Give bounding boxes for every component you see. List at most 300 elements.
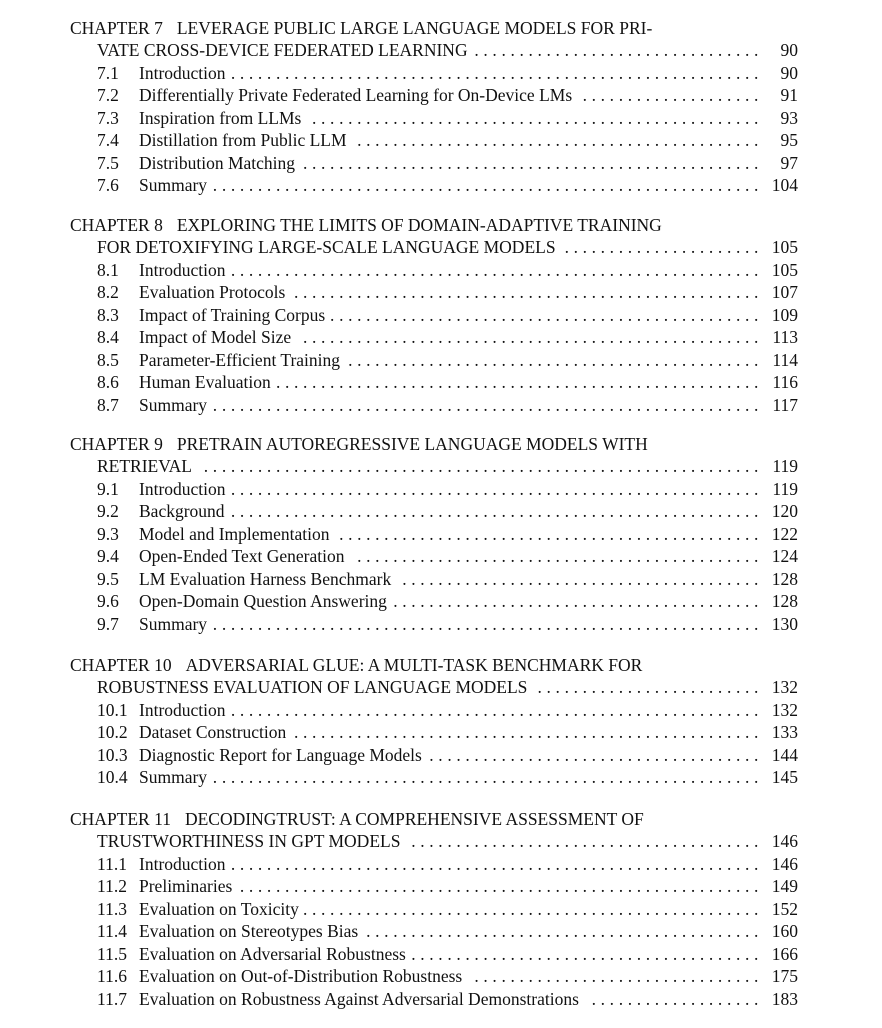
leader-dot: .	[609, 943, 615, 964]
leader-dot: .	[555, 613, 560, 634]
leader-dot: .	[744, 282, 750, 303]
section-number: 9.2	[97, 501, 119, 522]
leader-dot: .	[456, 744, 461, 765]
leader-dot: .	[230, 259, 236, 280]
leader-dot: .	[690, 85, 696, 106]
leader-dot: .	[564, 568, 569, 589]
leader-dot: .	[402, 921, 407, 942]
leader-dot: .	[699, 349, 705, 370]
leader-dot: .	[501, 898, 506, 919]
leader-dot: .	[447, 722, 452, 743]
leader-dot: .	[230, 175, 236, 196]
leader-dot: .	[600, 62, 606, 83]
leader-dot: .	[330, 898, 335, 919]
leader-dot: .	[699, 921, 705, 942]
leader-dot: .	[546, 456, 551, 477]
leader-dot: .	[312, 175, 317, 196]
section-title: Impact of Training Corpus	[139, 304, 326, 325]
leader-dot: .	[447, 744, 452, 765]
leader-dot: .	[600, 988, 606, 1009]
leader-dot: .	[384, 327, 389, 348]
leader-dot: .	[438, 722, 443, 743]
leader-dot: .	[456, 304, 461, 325]
section-title: Diagnostic Report for Language Models	[139, 744, 422, 765]
leader-dot: .	[402, 62, 407, 83]
leader-dot: .	[744, 876, 750, 897]
leader-dot: .	[275, 501, 281, 522]
leader-dot: .	[402, 130, 407, 151]
leader-dot: .	[754, 152, 759, 173]
leader-dot: .	[645, 152, 651, 173]
leader-dot: .	[717, 40, 723, 61]
leader-dot: .	[537, 767, 542, 788]
leader-dot: .	[717, 988, 723, 1009]
leader-dot: .	[537, 327, 542, 348]
leader-dot: .	[645, 349, 651, 370]
leader-dot: .	[744, 478, 750, 499]
leader-dot: .	[735, 327, 741, 348]
leader-dot: .	[573, 372, 578, 393]
leader-dot: .	[483, 62, 488, 83]
leader-dot: .	[312, 456, 317, 477]
chapter-title-line2: RETRIEVAL	[97, 456, 192, 477]
leader-dot: .	[528, 943, 533, 964]
leader-dot: .	[618, 523, 624, 544]
leader-dot: .	[483, 478, 488, 499]
leader-dot: .	[330, 699, 335, 720]
leader-dot: .	[627, 130, 633, 151]
leader-dot: .	[618, 237, 624, 258]
leader-dot: .	[699, 568, 705, 589]
leader-dot: .	[492, 546, 497, 567]
leader-dot: .	[366, 304, 371, 325]
leader-dot: .	[366, 898, 371, 919]
leader-dot: .	[564, 744, 569, 765]
leader-dot: .	[564, 831, 569, 852]
leader-dot: .	[600, 501, 606, 522]
leader-dot: .	[483, 175, 488, 196]
leader-dot: .	[582, 699, 587, 720]
section-title: Distillation from Public LLM	[139, 130, 347, 151]
leader-dot: .	[564, 966, 569, 987]
leader-dot: .	[699, 152, 705, 173]
leader-dot: .	[609, 876, 615, 897]
toc-section-entry	[0, 875, 882, 898]
leader-dot: .	[609, 853, 615, 874]
leader-dot: .	[447, 107, 452, 128]
leader-dot: .	[411, 853, 416, 874]
section-number: 8.3	[97, 304, 119, 325]
leader-dot: .	[564, 591, 569, 612]
leader-dot: .	[411, 767, 416, 788]
leader-dot: .	[492, 722, 497, 743]
leader-dot: .	[618, 546, 624, 567]
leader-dot: .	[375, 107, 380, 128]
leader-dot: .	[293, 456, 299, 477]
leader-dot: .	[321, 876, 326, 897]
leader-dot: .	[321, 853, 326, 874]
leader-dot: .	[393, 699, 398, 720]
leader-dot: .	[654, 699, 660, 720]
leader-dot: .	[438, 304, 443, 325]
leader-dot: .	[546, 62, 551, 83]
leader-dot: .	[627, 40, 633, 61]
leader-dot: .	[546, 767, 551, 788]
leader-dot: .	[681, 259, 687, 280]
leader-dot: .	[609, 85, 615, 106]
leader-dot: .	[429, 898, 434, 919]
leader-dot: .	[420, 107, 425, 128]
leader-dot: .	[699, 372, 705, 393]
leader-dot: .	[303, 876, 308, 897]
leader-dot: .	[663, 130, 669, 151]
leader-dot: .	[672, 591, 678, 612]
section-title: Impact of Model Size	[139, 327, 292, 348]
leader-dot: .	[519, 107, 524, 128]
leader-dot: .	[474, 591, 479, 612]
section-page-number: 90	[780, 62, 798, 83]
leader-dot: .	[528, 568, 533, 589]
leader-dot: .	[681, 394, 687, 415]
leader-dot: .	[690, 237, 696, 258]
leader-dot: .	[528, 898, 533, 919]
section-page-number: 132	[771, 699, 798, 720]
leader-dot: .	[735, 85, 741, 106]
leader-dot: .	[591, 898, 596, 919]
leader-dot: .	[708, 876, 714, 897]
leader-dot: .	[474, 40, 479, 61]
leader-dot: .	[555, 107, 560, 128]
section-number: 9.7	[97, 613, 119, 634]
leader-dot: .	[564, 478, 569, 499]
leader-dot: .	[266, 613, 272, 634]
leader-dot: .	[438, 152, 443, 173]
leader-dot: .	[546, 966, 551, 987]
leader-dot: .	[257, 613, 263, 634]
leader-dot: .	[438, 921, 443, 942]
leader-dot: .	[438, 853, 443, 874]
leader-dot: .	[546, 591, 551, 612]
leader-dot: .	[483, 699, 488, 720]
leader-dot: .	[375, 394, 380, 415]
leader-dot: .	[564, 876, 569, 897]
leader-dot: .	[744, 546, 750, 567]
leader-dot: .	[618, 898, 624, 919]
chapter-title-line1: LEVERAGE PUBLIC LARGE LANGUAGE MODELS FOR PRI-	[176, 18, 653, 38]
section-title: Introduction	[139, 853, 226, 874]
leader-dot: .	[754, 568, 759, 589]
leader-dot: .	[492, 175, 497, 196]
leader-dot: .	[744, 744, 750, 765]
chapter-title-line2: FOR DETOXIFYING LARGE-SCALE LANGUAGE MODELS	[97, 237, 556, 258]
leader-dot: .	[528, 853, 533, 874]
leader-dot: .	[465, 372, 470, 393]
leader-dot: .	[582, 943, 587, 964]
leader-dot: .	[519, 372, 524, 393]
leader-dot: .	[293, 613, 299, 634]
leader-dot: .	[546, 478, 551, 499]
leader-dot: .	[726, 767, 732, 788]
leader-dot: .	[357, 282, 362, 303]
leader-dot: .	[510, 921, 515, 942]
leader-dot: .	[726, 613, 732, 634]
leader-dot: .	[420, 175, 425, 196]
leader-dot: .	[501, 372, 506, 393]
leader-dot: .	[456, 523, 461, 544]
leader-dot: .	[690, 372, 696, 393]
leader-dot: .	[339, 282, 344, 303]
leader-dot: .	[717, 831, 723, 852]
leader-dot: .	[591, 943, 596, 964]
leader-dot: .	[645, 591, 651, 612]
leader-dot: .	[321, 259, 326, 280]
leader-dot: .	[636, 744, 642, 765]
leader-dot: .	[663, 478, 669, 499]
leader-dot: .	[672, 988, 678, 1009]
toc-section-entry	[0, 965, 882, 988]
leader-dot: .	[591, 613, 596, 634]
leader-dot: .	[681, 898, 687, 919]
leader-dot: .	[744, 568, 750, 589]
leader-dot: .	[303, 372, 308, 393]
leader-dot: .	[609, 304, 615, 325]
leader-dot: .	[501, 966, 506, 987]
leader-dot: .	[573, 501, 578, 522]
leader-dot: .	[537, 501, 542, 522]
leader-dot: .	[546, 699, 551, 720]
leader-dot: .	[690, 831, 696, 852]
leader-dot: .	[528, 152, 533, 173]
leader-dot: .	[555, 130, 560, 151]
leader-dot: .	[330, 853, 335, 874]
leader-dot: .	[663, 699, 669, 720]
leader-dot: .	[654, 898, 660, 919]
leader-dot: .	[339, 259, 344, 280]
leader-dot: .	[212, 456, 218, 477]
leader-dot: .	[429, 722, 434, 743]
leader-dot: .	[275, 853, 281, 874]
leader-dot: .	[366, 699, 371, 720]
leader-dot: .	[663, 943, 669, 964]
leader-dot: .	[663, 349, 669, 370]
leader-dot: .	[690, 259, 696, 280]
leader-dot: .	[465, 898, 470, 919]
section-number: 8.1	[97, 259, 119, 280]
leader-dot: .	[744, 152, 750, 173]
leader-dot: .	[501, 259, 506, 280]
leader-dot: .	[645, 831, 651, 852]
leader-dot: .	[537, 831, 542, 852]
leader-dot: .	[393, 613, 398, 634]
leader-dot: .	[672, 699, 678, 720]
leader-dot: .	[357, 130, 362, 151]
leader-dot: .	[717, 501, 723, 522]
leader-dot: .	[600, 372, 606, 393]
leader-dot: .	[663, 613, 669, 634]
leader-dot: .	[564, 349, 569, 370]
leader-dot: .	[672, 546, 678, 567]
leader-dot: .	[555, 62, 560, 83]
chapter-label: CHAPTER 11	[70, 809, 171, 829]
leader-dot: .	[699, 62, 705, 83]
leader-dot: .	[681, 130, 687, 151]
leader-dot: .	[528, 722, 533, 743]
leader-dot: .	[510, 282, 515, 303]
leader-dot: .	[663, 304, 669, 325]
leader-dot: .	[618, 175, 624, 196]
section-page-number: 144	[771, 744, 798, 765]
leader-dot: .	[519, 327, 524, 348]
leader-dot: .	[627, 699, 633, 720]
leader-dot: .	[726, 546, 732, 567]
leader-dot: .	[492, 699, 497, 720]
leader-dot: .	[510, 501, 515, 522]
leader-dot: .	[384, 152, 389, 173]
leader-dot: .	[339, 613, 344, 634]
leader-dot: .	[483, 107, 488, 128]
leader-dot: .	[312, 282, 317, 303]
leader-dot: .	[681, 152, 687, 173]
leader-dot: .	[257, 456, 263, 477]
leader-dot: .	[366, 501, 371, 522]
leader-dot: .	[411, 62, 416, 83]
leader-dot: .	[492, 943, 497, 964]
leader-dot: .	[221, 613, 227, 634]
leader-dot: .	[528, 523, 533, 544]
leader-dot: .	[754, 478, 759, 499]
leader-dot: .	[284, 767, 290, 788]
leader-dot: .	[303, 699, 308, 720]
leader-dot: .	[754, 501, 759, 522]
leader-dot: .	[411, 699, 416, 720]
leader-dot: .	[474, 722, 479, 743]
leader-dot: .	[717, 722, 723, 743]
leader-dot: .	[744, 831, 750, 852]
leader-dot: .	[284, 394, 290, 415]
leader-dot: .	[357, 107, 362, 128]
leader-dot: .	[735, 372, 741, 393]
leader-dot: .	[429, 152, 434, 173]
leader-dot: .	[519, 876, 524, 897]
leader-dot: .	[519, 523, 524, 544]
section-page-number: 149	[771, 876, 798, 897]
leader-dot: .	[582, 62, 587, 83]
leader-dot: .	[546, 523, 551, 544]
leader-dot: .	[754, 988, 759, 1009]
leader-dot: .	[429, 921, 434, 942]
leader-dot: .	[537, 152, 542, 173]
leader-dot: .	[717, 876, 723, 897]
leader-dot: .	[564, 304, 569, 325]
section-page-number: 160	[771, 921, 798, 942]
leader-dot: .	[636, 259, 642, 280]
leader-dot: .	[519, 568, 524, 589]
leader-dot: .	[564, 40, 569, 61]
leader-dot: .	[573, 767, 578, 788]
leader-dot: .	[456, 921, 461, 942]
leader-dot: .	[582, 546, 587, 567]
leader-dot: .	[257, 699, 263, 720]
leader-dot: .	[573, 523, 578, 544]
leader-dot: .	[754, 394, 759, 415]
leader-dot: .	[672, 478, 678, 499]
leader-dot: .	[663, 767, 669, 788]
leader-dot: .	[447, 327, 452, 348]
leader-dot: .	[735, 943, 741, 964]
toc-section-entry	[0, 568, 882, 591]
leader-dot: .	[582, 501, 587, 522]
leader-dot: .	[429, 613, 434, 634]
leader-dot: .	[474, 372, 479, 393]
leader-dot: .	[393, 62, 398, 83]
leader-dot: .	[501, 327, 506, 348]
leader-dot: .	[483, 304, 488, 325]
leader-dot: .	[663, 898, 669, 919]
leader-dot: .	[402, 107, 407, 128]
leader-dot: .	[591, 744, 596, 765]
leader-dot: .	[248, 613, 254, 634]
leader-dot: .	[600, 853, 606, 874]
leader-dot: .	[339, 152, 344, 173]
leader-dot: .	[366, 394, 371, 415]
leader-dot: .	[582, 744, 587, 765]
leader-dot: .	[591, 40, 596, 61]
leader-dot: .	[384, 699, 389, 720]
leader-dot: .	[501, 546, 506, 567]
leader-dot: .	[266, 62, 272, 83]
leader-dot: .	[564, 523, 569, 544]
leader-dot: .	[456, 546, 461, 567]
section-title: Distribution Matching	[139, 152, 296, 173]
leader-dot: .	[645, 478, 651, 499]
leader-dot: .	[573, 327, 578, 348]
leader-dot: .	[456, 327, 461, 348]
leader-dot: .	[438, 394, 443, 415]
leader-dot: .	[447, 394, 452, 415]
leader-dot: .	[708, 722, 714, 743]
leader-dot: .	[239, 456, 245, 477]
leader-dot: .	[645, 523, 651, 544]
leader-dot: .	[366, 523, 371, 544]
leader-dot: .	[420, 62, 425, 83]
leader-dot: .	[573, 568, 578, 589]
leader-dot: .	[402, 699, 407, 720]
leader-dot: .	[609, 591, 615, 612]
leader-dot: .	[672, 372, 678, 393]
leader-dot: .	[735, 478, 741, 499]
leader-dot: .	[492, 259, 497, 280]
leader-dot: .	[348, 853, 353, 874]
leader-dot: .	[239, 699, 245, 720]
leader-dot: .	[312, 327, 317, 348]
leader-dot: .	[726, 591, 732, 612]
leader-dot: .	[726, 237, 732, 258]
leader-dot: .	[744, 456, 750, 477]
leader-dot: .	[564, 237, 569, 258]
leader-dot: .	[393, 152, 398, 173]
toc-section-entry	[0, 349, 882, 372]
leader-dot: .	[510, 898, 515, 919]
leader-dot: .	[275, 456, 281, 477]
leader-dot: .	[384, 175, 389, 196]
leader-dot: .	[456, 722, 461, 743]
leader-dot: .	[438, 699, 443, 720]
leader-dot: .	[239, 613, 245, 634]
leader-dot: .	[348, 523, 353, 544]
leader-dot: .	[754, 259, 759, 280]
leader-dot: .	[429, 62, 434, 83]
leader-dot: .	[555, 722, 560, 743]
